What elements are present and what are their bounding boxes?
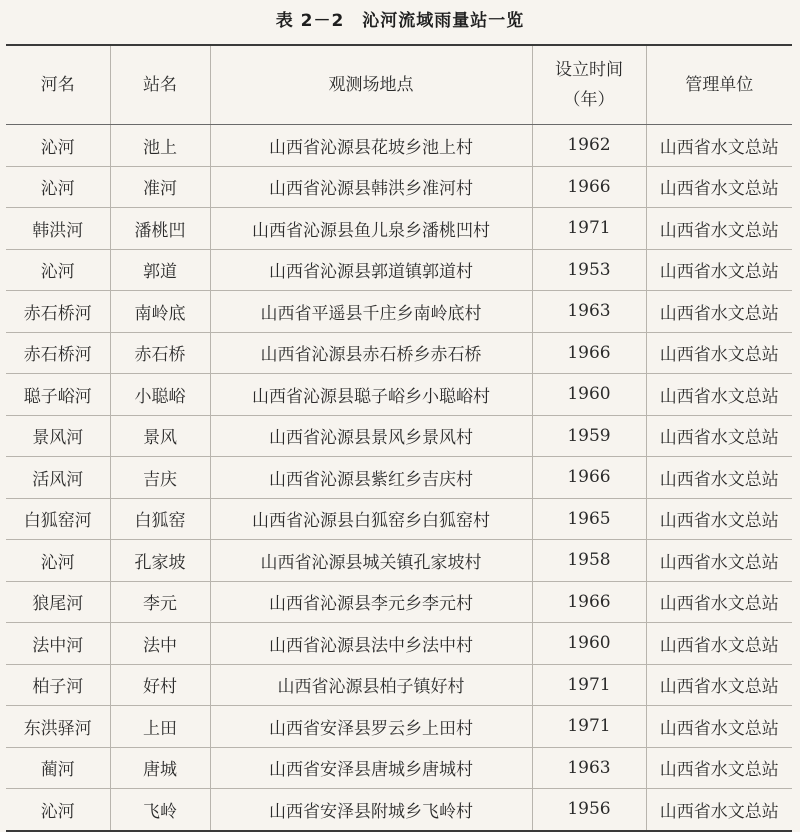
table-row — [6, 747, 792, 789]
cell-location: 山西省沁源县白狐窑乡白狐窑村 — [210, 498, 532, 540]
cell-river: 沁河 — [6, 249, 110, 291]
cell-station: 法中 — [110, 623, 210, 665]
cell-river: 法中河 — [6, 623, 110, 665]
cell-station: 飞岭 — [110, 789, 210, 831]
cell-station: 李元 — [110, 581, 210, 623]
cell-unit: 山西省水文总站 — [646, 415, 792, 457]
cell-river: 沁河 — [6, 789, 110, 831]
header-river: 河名 — [6, 45, 110, 125]
header-row — [6, 45, 792, 125]
cell-location: 山西省沁源县柏子镇好村 — [210, 664, 532, 706]
header-location: 观测场地点 — [210, 45, 532, 125]
cell-year: 1971 — [532, 208, 646, 250]
cell-location: 山西省沁源县聪子峪乡小聪峪村 — [210, 374, 532, 416]
cell-year: 1958 — [532, 540, 646, 582]
cell-river: 东洪驿河 — [6, 706, 110, 748]
cell-location: 山西省沁源县赤石桥乡赤石桥 — [210, 332, 532, 374]
cell-station: 准河 — [110, 166, 210, 208]
header-unit: 管理单位 — [646, 45, 792, 125]
cell-location: 山西省安泽县罗云乡上田村 — [210, 706, 532, 748]
cell-location: 山西省安泽县唐城乡唐城村 — [210, 747, 532, 789]
cell-unit: 山西省水文总站 — [646, 125, 792, 167]
cell-location: 山西省沁源县法中乡法中村 — [210, 623, 532, 665]
cell-year: 1965 — [532, 498, 646, 540]
cell-station: 白狐窑 — [110, 498, 210, 540]
cell-river: 柏子河 — [6, 664, 110, 706]
cell-year: 1971 — [532, 706, 646, 748]
cell-location: 山西省沁源县李元乡李元村 — [210, 581, 532, 623]
cell-year: 1966 — [532, 457, 646, 499]
cell-location: 山西省沁源县景风乡景风村 — [210, 415, 532, 457]
cell-unit: 山西省水文总站 — [646, 789, 792, 831]
table-row — [6, 623, 792, 665]
table-row — [6, 166, 792, 208]
table-row — [6, 374, 792, 416]
table-row — [6, 125, 792, 167]
cell-year: 1960 — [532, 374, 646, 416]
cell-location: 山西省安泽县附城乡飞岭村 — [210, 789, 532, 831]
cell-unit: 山西省水文总站 — [646, 747, 792, 789]
cell-unit: 山西省水文总站 — [646, 249, 792, 291]
cell-station: 南岭底 — [110, 291, 210, 333]
cell-unit: 山西省水文总站 — [646, 581, 792, 623]
table-caption — [0, 6, 800, 31]
cell-unit: 山西省水文总站 — [646, 664, 792, 706]
cell-year: 1953 — [532, 249, 646, 291]
cell-unit: 山西省水文总站 — [646, 332, 792, 374]
cell-location: 山西省沁源县韩洪乡准河村 — [210, 166, 532, 208]
table-row — [6, 540, 792, 582]
header-year-line2: （年） — [563, 90, 615, 110]
cell-year: 1963 — [532, 291, 646, 333]
cell-year: 1960 — [532, 623, 646, 665]
cell-station: 唐城 — [110, 747, 210, 789]
table-body — [6, 125, 792, 831]
cell-year: 1956 — [532, 789, 646, 831]
cell-river: 沁河 — [6, 540, 110, 582]
cell-river: 赤石桥河 — [6, 332, 110, 374]
table-row — [6, 415, 792, 457]
table-row — [6, 706, 792, 748]
table-number: 表 2－2 — [275, 11, 345, 31]
header-year-line1: 设立时间 — [555, 60, 623, 80]
cell-river: 沁河 — [6, 166, 110, 208]
cell-year: 1966 — [532, 166, 646, 208]
cell-station: 郭道 — [110, 249, 210, 291]
cell-location: 山西省沁源县花坡乡池上村 — [210, 125, 532, 167]
table-row — [6, 581, 792, 623]
table-row — [6, 249, 792, 291]
cell-station: 景风 — [110, 415, 210, 457]
cell-year: 1966 — [532, 581, 646, 623]
cell-river: 韩洪河 — [6, 208, 110, 250]
table-title: 沁河流域雨量站一览 — [362, 11, 525, 31]
cell-station: 潘桃凹 — [110, 208, 210, 250]
cell-station: 池上 — [110, 125, 210, 167]
cell-unit: 山西省水文总站 — [646, 208, 792, 250]
table-row — [6, 208, 792, 250]
table-row — [6, 457, 792, 499]
cell-location: 山西省平遥县千庄乡南岭底村 — [210, 291, 532, 333]
cell-year: 1959 — [532, 415, 646, 457]
cell-river: 赤石桥河 — [6, 291, 110, 333]
table-row — [6, 498, 792, 540]
cell-location: 山西省沁源县城关镇孔家坡村 — [210, 540, 532, 582]
cell-river: 狼尾河 — [6, 581, 110, 623]
cell-location: 山西省沁源县紫红乡吉庆村 — [210, 457, 532, 499]
table-row — [6, 291, 792, 333]
cell-station: 吉庆 — [110, 457, 210, 499]
cell-station: 赤石桥 — [110, 332, 210, 374]
cell-year: 1971 — [532, 664, 646, 706]
cell-location: 山西省沁源县鱼儿泉乡潘桃凹村 — [210, 208, 532, 250]
header-year — [532, 45, 646, 125]
cell-unit: 山西省水文总站 — [646, 166, 792, 208]
cell-river: 景风河 — [6, 415, 110, 457]
cell-river: 沁河 — [6, 125, 110, 167]
cell-station: 好村 — [110, 664, 210, 706]
cell-river: 白狐窑河 — [6, 498, 110, 540]
table-row — [6, 789, 792, 831]
table-header — [6, 45, 792, 125]
cell-station: 上田 — [110, 706, 210, 748]
cell-unit: 山西省水文总站 — [646, 498, 792, 540]
cell-unit: 山西省水文总站 — [646, 706, 792, 748]
cell-station: 小聪峪 — [110, 374, 210, 416]
cell-river: 聪子峪河 — [6, 374, 110, 416]
cell-unit: 山西省水文总站 — [646, 623, 792, 665]
cell-year: 1962 — [532, 125, 646, 167]
cell-river: 蔺河 — [6, 747, 110, 789]
cell-river: 活风河 — [6, 457, 110, 499]
cell-year: 1966 — [532, 332, 646, 374]
cell-station: 孔家坡 — [110, 540, 210, 582]
table-row — [6, 332, 792, 374]
cell-unit: 山西省水文总站 — [646, 540, 792, 582]
cell-unit: 山西省水文总站 — [646, 457, 792, 499]
cell-unit: 山西省水文总站 — [646, 291, 792, 333]
header-station: 站名 — [110, 45, 210, 125]
cell-year: 1963 — [532, 747, 646, 789]
table-row — [6, 664, 792, 706]
cell-location: 山西省沁源县郭道镇郭道村 — [210, 249, 532, 291]
rain-station-table — [6, 44, 792, 832]
cell-unit: 山西省水文总站 — [646, 374, 792, 416]
